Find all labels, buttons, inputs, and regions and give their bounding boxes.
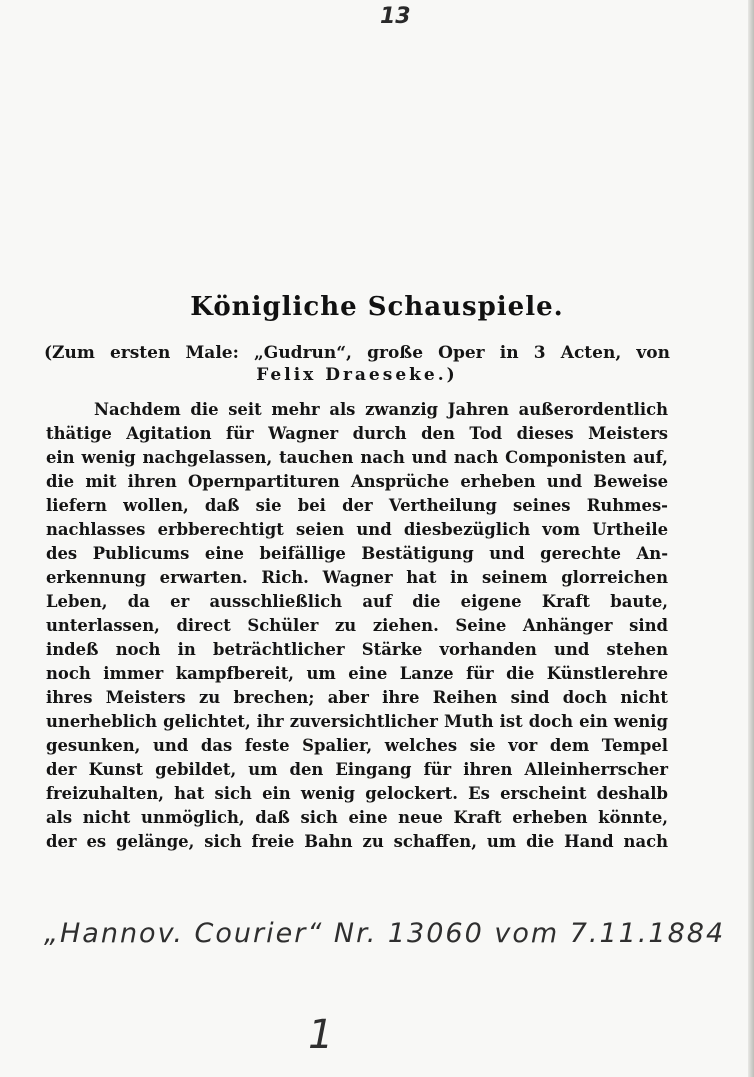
body-line: ihres Meisters zu brechen; aber ihre Reihen sind doch nicht (46, 688, 668, 707)
body-line: die mit ihren Opernpartituren Ansprüche erheben und Beweise (46, 472, 668, 491)
article-subtitle (44, 342, 670, 386)
body-line: der es gelänge, sich freie Bahn zu schaffen, um die Hand nach (46, 832, 668, 851)
body-line: freizuhalten, hat sich ein wenig gelockert. Es erscheint deshalb (46, 784, 668, 803)
article-body (46, 398, 668, 854)
body-line: thätige Agitation für Wagner durch den Tod dieses Meisters (46, 424, 668, 443)
body-line: als nicht unmöglich, daß sich eine neue Kraft erheben könnte, (46, 808, 668, 827)
page-number: 13 (380, 4, 411, 29)
body-line: Nachdem die seit mehr als zwanzig Jahren außerordentlich (94, 400, 668, 419)
body-line: Leben, da er ausschließlich auf die eigene Kraft baute, (46, 592, 668, 611)
article-heading: Königliche Schauspiele. (190, 292, 564, 322)
body-line: noch immer kampfbereit, um eine Lanze für die Künstlerehre (46, 664, 668, 683)
subtitle-line: (Zum ersten Male: „Gudrun“, große Oper in 3 Acten, von (44, 343, 670, 363)
body-line: indeß noch in beträchtlicher Stärke vorhanden und stehen (46, 640, 668, 659)
handwritten-source-note: „Hannov. Courier“ Nr. 13060 vom 7.11.1884 (44, 918, 726, 949)
page-edge-shadow (748, 0, 754, 1077)
body-line: ein wenig nachgelassen, tauchen nach und nach Componisten auf, (46, 448, 668, 467)
body-line: unerheblich gelichtet, ihr zuversichtlicher Muth ist doch ein wenig (46, 712, 668, 731)
body-line: des Publicums eine beifällige Bestätigung und gerechte An- (46, 544, 668, 563)
subtitle-line: Felix Draeseke.) (256, 365, 458, 385)
body-line: erkennung erwarten. Rich. Wagner hat in seinem glorreichen (46, 568, 668, 587)
body-line: liefern wollen, daß sie bei der Vertheilung seines Ruhmes- (46, 496, 668, 515)
body-line: gesunken, und das feste Spalier, welches sie vor dem Tempel (46, 736, 668, 755)
handwritten-sheet-number: 1 (308, 1012, 334, 1058)
body-line: nachlasses erbberechtigt seien und diesbezüglich vom Urtheile (46, 520, 668, 539)
body-line: unterlassen, direct Schüler zu ziehen. Seine Anhänger sind (46, 616, 668, 635)
body-line: der Kunst gebildet, um den Eingang für ihren Alleinherrscher (46, 760, 668, 779)
